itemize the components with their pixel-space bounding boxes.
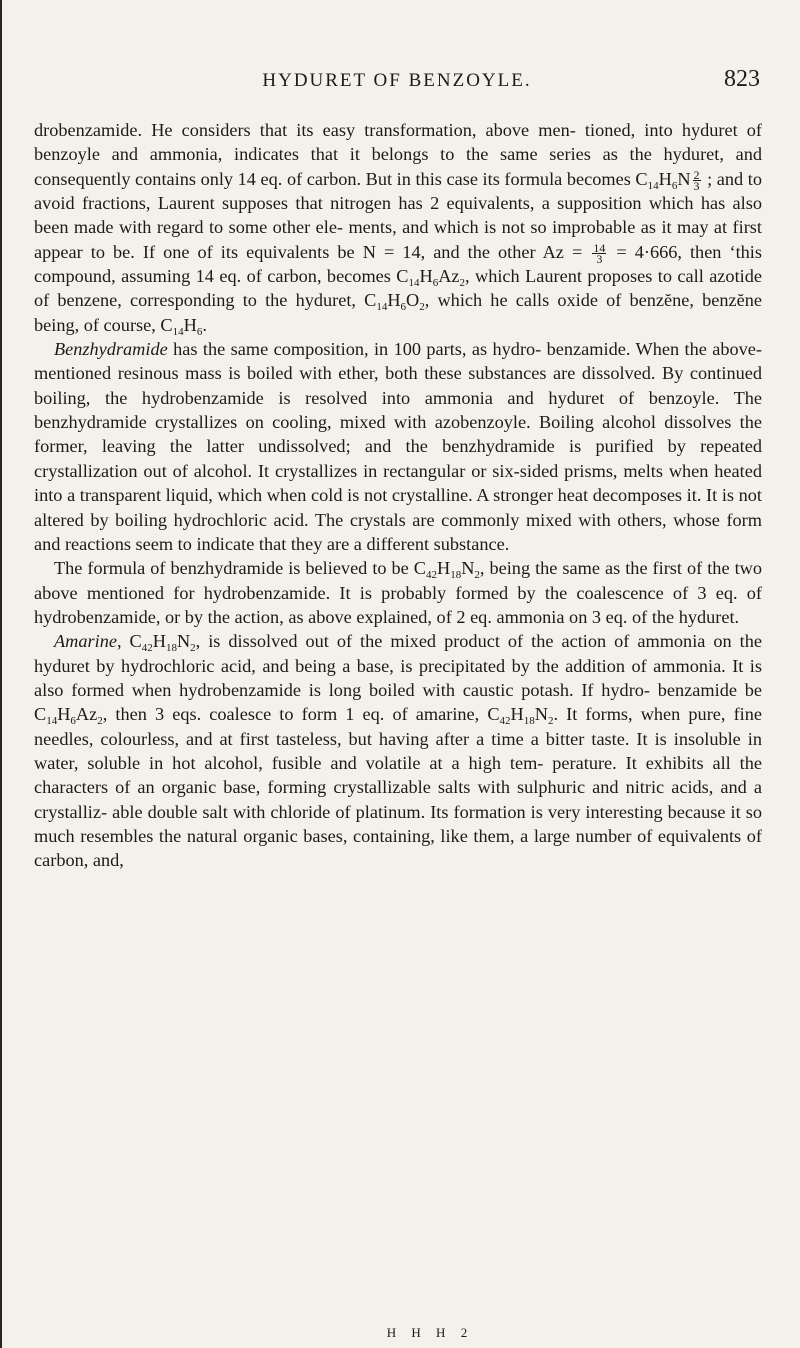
running-header	[34, 66, 760, 100]
fraction-two-thirds: $\frac{2}{3}$	[693, 167, 700, 193]
paragraph-continuation: drobenzamide. He considers that its easy transformation, above men- tioned, into hyduret of benzoyle and ammonia, indicates that it belongs to the same series as the hyduret, and consequently contains only 14 eq. of carbon. But in this case its formula becomes $C_{14}H_6N$ $\frac{2}{3}$ ; and to avoid fractions, Laurent supposes that nitrogen has 2 equivalents, a supposition which has also been made with regard to some other ele- ments, and which is not so improbable as it may at first appear to be. If one of its equivalents be N = 14, and the other Az = $\frac{14}{3}$ = 4·666, then ‘this compound, assuming 14 eq. of carbon, becomes $C_{14}H_6Az_2$, which Laurent proposes to call azotide of benzene, corresponding to the hyduret, $C_{14}H_6O_2$, which he calls oxide of benzĕne, benzĕne being, of course, $C_{14}H_6$.	[34, 120, 762, 338]
page-body	[34, 118, 762, 873]
term-amarine: Amarine	[54, 631, 117, 652]
signature-mark: H H H 2	[386, 1325, 474, 1340]
binding-edge	[0, 0, 2, 1348]
page-number: 823	[724, 66, 760, 92]
paragraph-benzhydramide: Benzhydramide has the same composition, in 100 parts, as hydro- benzamide. When the above-mentioned resinous mass is boiled with ether, both these substances are dissolved. By continued boiling, the hydrobenzamide is resolved into ammonia and hyduret of benzoyle. The benzhydramide crystallizes on cooling, mixed with azobenzoyle. Boiling alcohol dissolves the former, leaving the latter undissolved; and the benzhydramide is purified by repeated crystallization out of alcohol. It crystallizes in rectangular or six-sided prisms, melts when heated into a transparent liquid, which when cold is not crystalline. A stronger heat decomposes it. It is not altered by boiling hydrochloric acid. The crystals are commonly mixed with others, whose form and reactions seem to indicate that they are a different substance.	[34, 339, 762, 554]
running-title: HYDURET OF BENZOYLE.	[262, 70, 532, 91]
paragraph-amarine: Amarine, $C_{42}H_{18}N_2$, is dissolved out of the mixed product of the action of ammonia on the hyduret by hydrochloric acid, and being a base, is precipitated by the addition of ammonia. It is also formed when hydrobenzamide is long boiled with caustic potash. If hydro- benzamide be $C_{14}H_6Az_2$, then 3 eqs. coalesce to form 1 eq. of amarine, $C_{42}H_{18}N_2$. It forms, when pure, fine needles, colourless, and at first tasteless, but having after a time a bitter taste. It is insoluble in water, soluble in hot alcohol, fusible and volatile at a high tem- perature. It exhibits all the characters of an organic base, forming crystallizable salts with sulphuric and nitric acids, and a crystalliz- able double salt with chloride of platinum. Its formation is very interesting because it so much resembles the natural organic bases, containing, like them, a large number of equivalents of carbon, and,	[34, 631, 763, 871]
term-benzhydramide: Benzhydramide	[54, 339, 168, 360]
paragraph-formula: The formula of benzhydramide is believed to be $C_{42}H_{18}N_2$, being the same as the first of the two above mentioned for hydrobenzamide. It is probably formed by the coalescence of 3 eq. of hydrobenzamide, or by the action, as above explained, of 2 eq. ammonia on 3 eq. of the hyduret.	[34, 558, 762, 627]
fraction-fourteen-thirds: $\frac{14}{3}$	[593, 241, 606, 267]
